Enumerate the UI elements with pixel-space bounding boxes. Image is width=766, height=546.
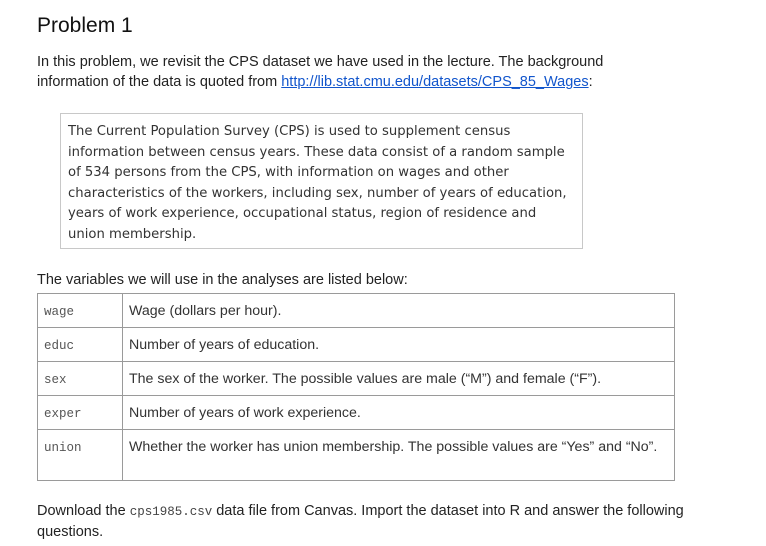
variable-description: The sex of the worker. The possible values are male (“M”) and female (“F”). [123, 362, 675, 396]
table-row [38, 328, 675, 362]
quote-text: The Current Population Survey (CPS) is used to supplement census information between census years. These data consist of a random sample of 534 persons from the CPS, with information on wages and other characteristics of the workers, including sex, number of years of education, years of work experience, occupational status, region of residence and union membership. [68, 124, 567, 242]
outro-paragraph [37, 501, 697, 542]
variable-name: educ [38, 328, 123, 362]
variable-description: Whether the worker has union membership. The possible values are “Yes” and “No”. [123, 430, 675, 481]
variable-name: sex [38, 362, 123, 396]
table-row [38, 362, 675, 396]
page-title: Problem 1 [37, 14, 133, 37]
intro-paragraph [37, 52, 677, 92]
table-row [38, 294, 675, 328]
table-row [38, 396, 675, 430]
quote-box [60, 113, 583, 249]
variable-name: exper [38, 396, 123, 430]
table-row [38, 430, 675, 481]
variables-table [37, 293, 675, 481]
intro-suffix: : [588, 74, 593, 90]
variable-name: wage [38, 294, 123, 328]
dataset-link[interactable]: http://lib.stat.cmu.edu/datasets/CPS_85_Wages [281, 74, 589, 90]
variables-intro: The variables we will use in the analyses are listed below: [37, 272, 408, 288]
filename-code: cps1985.csv [129, 505, 213, 519]
intro-text: In this problem, we revisit the CPS dataset we have used in the lecture. The background information of the data is quoted from [37, 54, 604, 90]
variable-description: Number of years of work experience. [123, 396, 675, 430]
outro-after: data file from Canvas. Import the dataset into R and answer the following questions. [37, 503, 684, 540]
variable-description: Wage (dollars per hour). [123, 294, 675, 328]
outro-before: Download the [37, 503, 130, 519]
variable-description: Number of years of education. [123, 328, 675, 362]
variable-name: union [38, 430, 123, 481]
